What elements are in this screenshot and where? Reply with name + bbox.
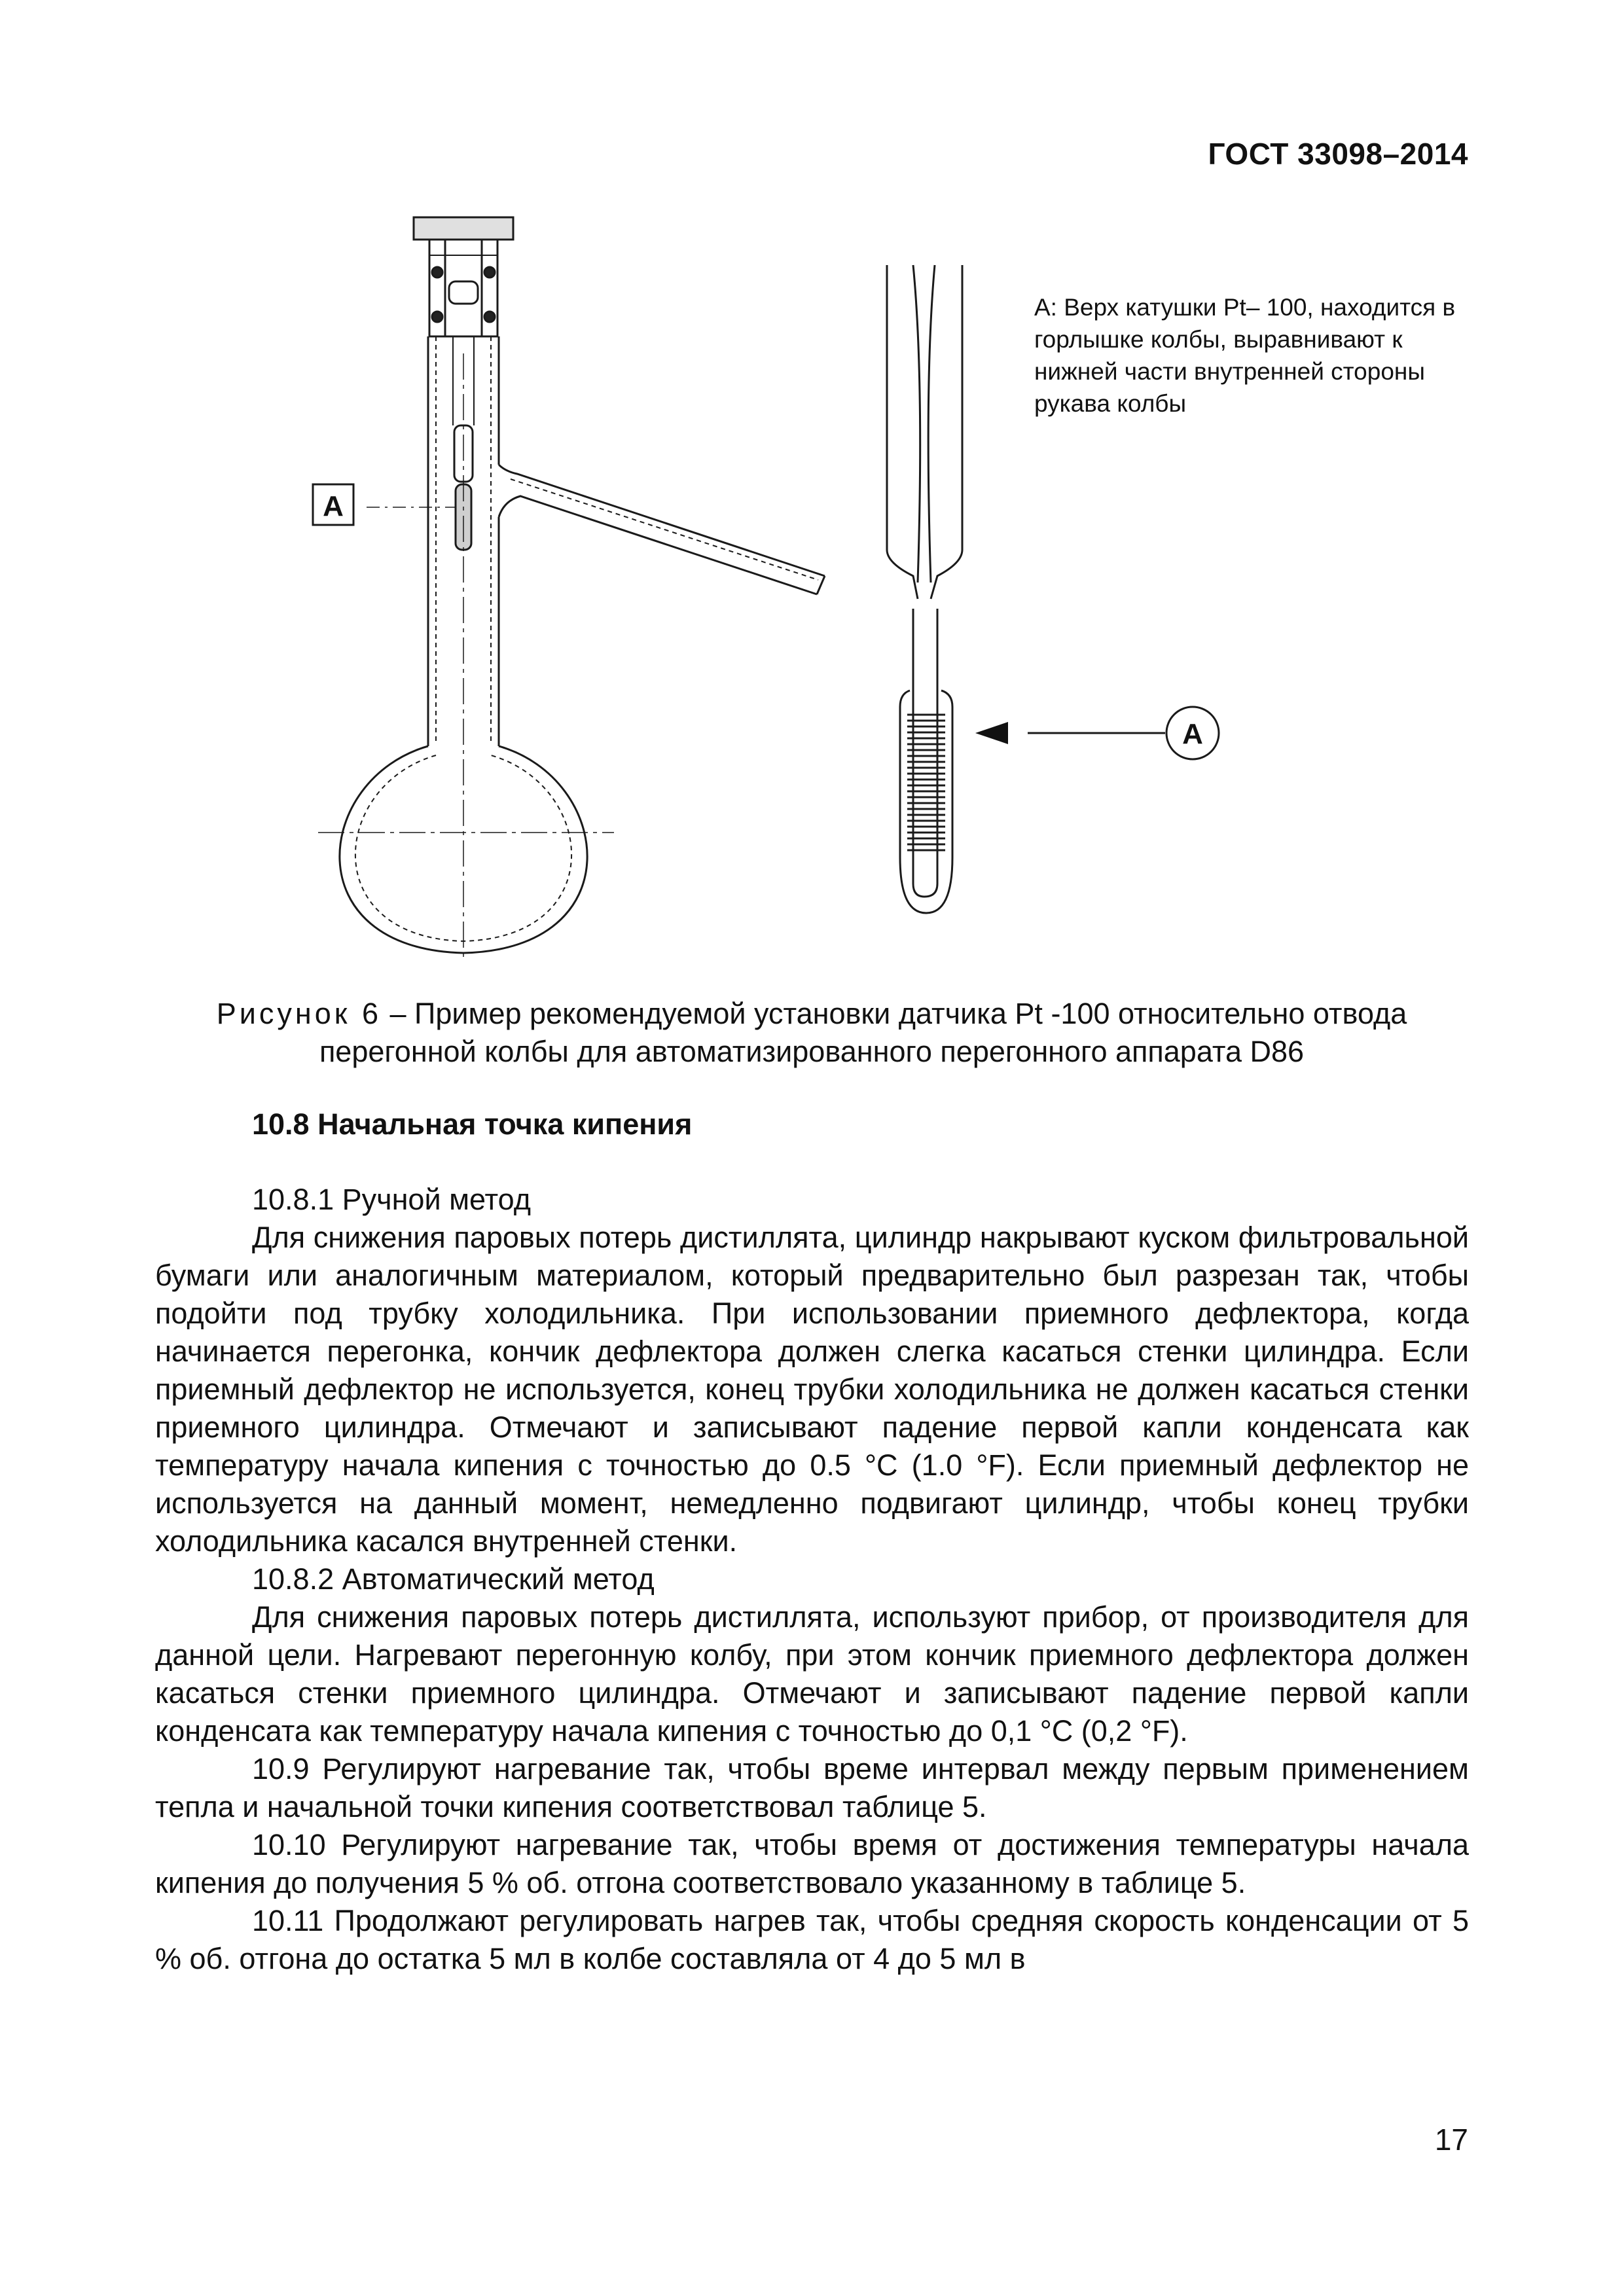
- marker-a-right: A: [1182, 718, 1203, 750]
- section-heading: 10.8 Начальная точка кипения: [252, 1107, 693, 1141]
- paragraph-manual-method: Для снижения паровых потерь дистиллята, цилиндр накрывают куском фильтровальной бумаги или аналогичным материалом, который предварительно был разрезан так, чтобы подойти под трубку холодильника. При использовании приемного дефлектора, когда начинается перегонка, кончик дефлектора должен слегка касаться стенки цилиндра. Если приемный дефлектор не используется, конец трубки холодильника не должен касаться стенки приемного цилиндра. Отмечают и записывают падение первой капли конденсата как температуру начала кипения с точностью до 0.5 °С (1.0 °F). Если приемный дефлектор не используется на данный момент, немедленно подвигают цилиндр, чтобы конец трубки холодильника касался внутренней стенки.: [155, 1221, 1469, 1558]
- paragraph-10-9: 10.9 Регулируют нагревание так, чтобы време интервал между первым применением тепла и начальной точки кипения соответствовал таблице 5.: [155, 1752, 1469, 1823]
- paragraph-automatic-method: Для снижения паровых потерь дистиллята, используют прибор, от производителя для данной цели. Нагревают перегонную колбу, при этом кончик приемного дефлектора должен касаться стенки приемного цилиндра. Отмечают и записывают падение первой капли конденсата как температуру начала кипения с точностью до 0,1 °С (0,2 °F).: [155, 1600, 1469, 1748]
- page-number: 17: [1434, 2123, 1468, 2157]
- figure-note: A: Верх катушки Pt– 100, находится в горлышке колбы, выравнивают к нижней части внутренней стороны рукава колбы: [1034, 294, 1456, 417]
- figure-caption: [157, 995, 1466, 1071]
- figure-caption-label: Рисунок 6: [216, 997, 382, 1030]
- figure-caption-text: – Пример рекомендуемой установки датчика Pt -100 относительно отвода перегонной колбы для автоматизированного перегонного аппарата D86: [319, 997, 1407, 1068]
- subsection-automatic-method: 10.8.2 Автоматический метод: [252, 1562, 655, 1596]
- marker-a-left: A: [323, 490, 344, 522]
- paragraph-10-10: 10.10 Регулируют нагревание так, чтобы время от достижения температуры начала кипения до получения 5 % об. отгона соответствовало указанному в таблице 5.: [155, 1828, 1469, 1899]
- paragraph-10-11: 10.11 Продолжают регулировать нагрев так, чтобы средняя скорость конденсации от 5 % об. отгона до остатка 5 мл в колбе составляла от 4 до 5 мл в: [155, 1904, 1469, 1975]
- flask-drawing: [313, 217, 825, 962]
- body-text: [155, 1181, 1469, 1978]
- subsection-manual-method: 10.8.1 Ручной метод: [252, 1183, 531, 1216]
- document-code: ГОСТ 33098–2014: [1208, 137, 1468, 171]
